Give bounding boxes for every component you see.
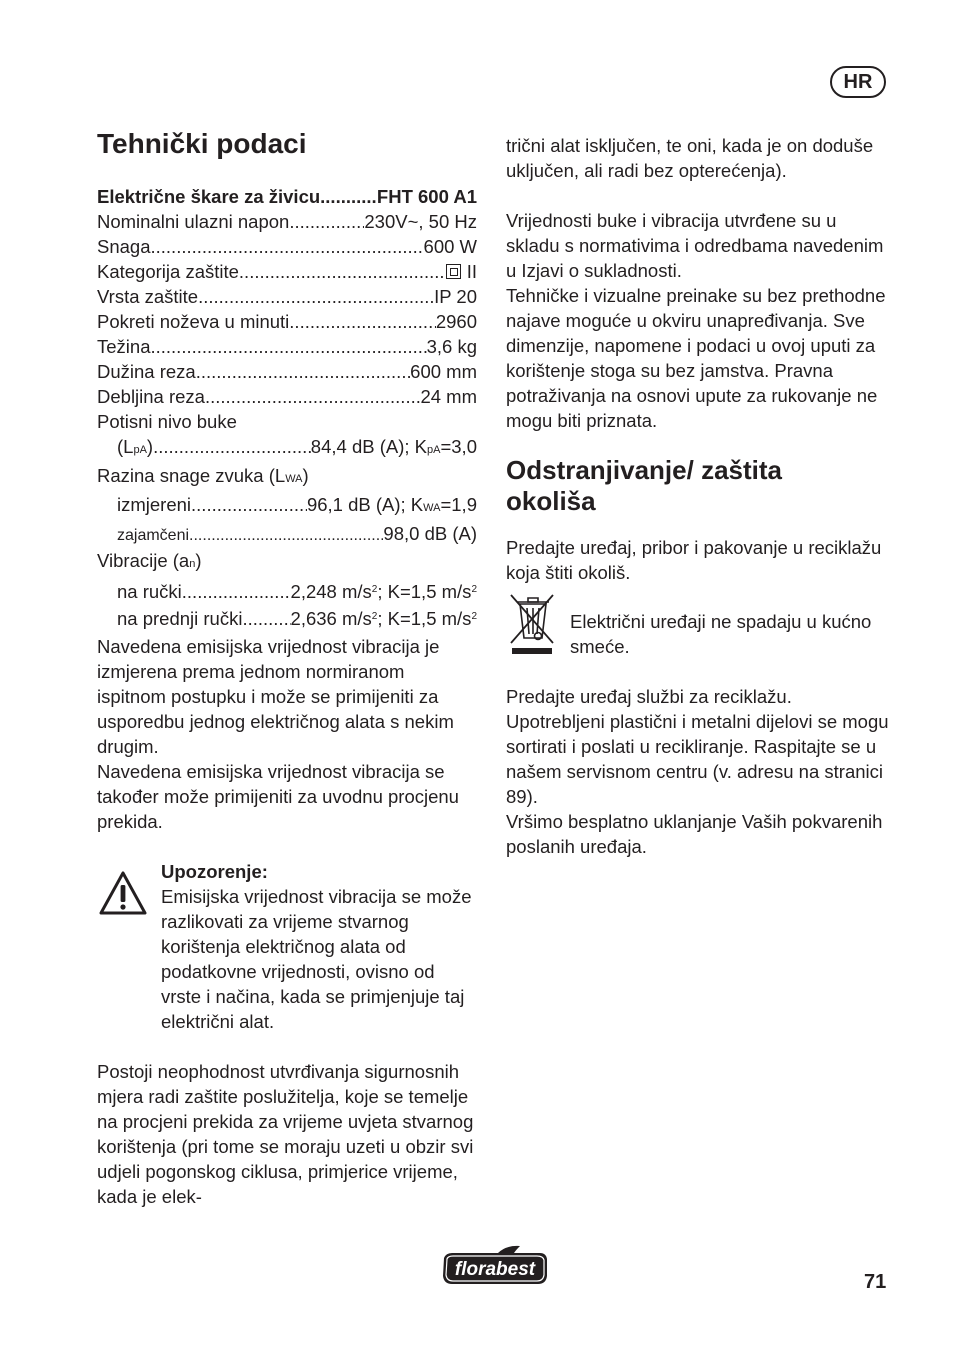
lwa-sub: WA [285,473,303,485]
disposal-intro [506,535,888,585]
front-handle-value: 2,636 m/s [290,608,372,629]
paragraph: Vršimo besplatno uklanjanje Vaših pokvarenih poslanih uređaja. [506,811,883,857]
paragraph: Navedena emisijska vrijednost vibracija je izmjerena prema jednom normiranom ispitnom postupku i može se primijeniti za usporedbu jednog električnog alata s nekim drugim. [97,636,454,757]
safety-paragraph [97,1059,475,1209]
front-handle-k: ; K=1,5 m/s [377,608,472,629]
spec-label: na ručki [117,581,182,602]
weee-text: Električni uređaji ne spadaju u kućno smeće. [570,611,872,657]
spec-label: Težina [97,336,151,357]
measured-value: 96,1 dB (A); K [306,494,424,515]
spec-value: 98,0 dB (A) [383,523,477,544]
spec-row-voltage [97,209,477,234]
spec-label: Nominalni ulazni napon [97,211,290,232]
spec-label: Debljina reza [97,386,205,407]
spec-row-cut-length [97,359,477,384]
spec-value: IP 20 [434,286,477,307]
spec-label: Pokreti noževa u minuti [97,311,290,332]
page-number: 71 [864,1271,887,1293]
spec-value [291,577,477,604]
spec-row-ip [97,284,477,309]
protection-class-ii-icon [446,264,461,279]
spec-row-protection-class [97,259,477,284]
handle-value: 2,248 m/s [290,581,372,602]
measured-k-value: =1,9 [440,494,477,515]
lpa-sub: pA [133,444,147,456]
spec-value [291,604,477,631]
spec-value: 24 mm [420,386,477,407]
spec-value: 3,6 kg [426,336,477,357]
spec-row-noise-label [97,409,477,434]
spec-model-value: FHT 600 A1 [376,186,477,207]
exponent: 2 [471,611,477,622]
spec-value-text: II [466,261,477,282]
section-title-disposal: Odstranjivanje/ zaštita okoliša [506,455,782,516]
measured-k-sub: WA [423,502,441,514]
spec-row-weight [97,334,477,359]
paragraph: Predajte uređaj, pribor i pakovanje u reciklažu koja štiti okoliš. [506,537,882,583]
spec-label: Vrsta zaštite [97,286,199,307]
noise-value: 84,4 dB (A); K [310,436,427,457]
spec-row-strokes [97,309,477,334]
spec-row-noise-value [117,434,477,463]
spec-row-vibration-label [97,548,477,577]
spec-label [117,434,153,463]
spec-table [97,184,477,631]
language-badge: HR [830,66,886,98]
section-title-technical-data: Tehnički podaci [97,128,307,159]
lpa-close: ) [146,436,154,457]
paragraph: Tehničke i vizualne preinake su bez prethodne najave moguće u okviru unapređivanja. Sve dimenzije, napomene i podaci u ovoj uputi za korištenje stoga su bez jamstva. Pravna potraživanja na osnovi upute za rukovanje ne mogu biti priznata. [506,285,886,431]
warning-block [161,859,479,1034]
spec-value: 600 mm [410,361,477,382]
spec-row-guaranteed [117,521,477,548]
exponent: 2 [371,611,378,622]
noise-k-value: =3,0 [440,436,477,457]
spec-row-front-handle [117,604,477,631]
weee-note [570,609,890,659]
spec-label: Potisni nivo buke [97,411,237,432]
an-close: ) [195,550,202,571]
lwa-close: ) [302,465,309,486]
vibration-paragraphs [97,634,472,834]
spec-row-measured [117,492,477,521]
spec-label: na prednji ručki [117,608,243,629]
spec-row-cut-thickness [97,384,477,409]
spec-value: 600 W [423,236,477,257]
spec-row-model [97,184,477,209]
spec-label: zajamčeni [117,527,190,544]
warning-triangle-icon [98,870,148,916]
paragraph: trični alat isključen, te oni, kada je on doduše uključen, ali radi bez opterećenja). [506,135,874,181]
spec-row-sound-power-label [97,463,477,492]
lpa-open: (L [117,436,134,457]
right-column-text [506,133,888,433]
florabest-logo [440,1244,550,1288]
spec-value: 230V~, 50 Hz [364,211,477,232]
spec-label: Vibracije (a [97,550,190,571]
spec-model-label: Električne škare za živicu [97,186,321,207]
spec-label: Dužina reza [97,361,196,382]
spec-label: Snaga [97,236,151,257]
spec-label: Razina snage zvuka (L [97,465,286,486]
exponent: 2 [371,584,378,595]
recycling-paragraphs [506,684,890,859]
paragraph: Vrijednosti buke i vibracija utvrđene su u skladu s normativima i odredbama navedenim u Izjavi o sukladnosti. [506,210,884,281]
spec-label: Kategorija zaštite [97,261,239,282]
paragraph: Predajte uređaj službi za reciklažu. Upotrebljeni plastični i metalni dijelovi se mogu sortirati i poslati u recikliranje. Raspitajte se u našem servisnom centru (v. adresu na stranici 89). [506,686,889,807]
spec-value: 2960 [435,311,477,332]
warning-title: Upozorenje: [161,861,268,882]
spec-value [307,492,477,521]
spec-row-power [97,234,477,259]
paragraph: Postoji neophodnost utvrđivanja sigurnosnih mjera radi zaštite poslužitelja, koje se temelje na procjeni prekida za vrijeme uvjeta stvarnog korištenja (pri tome se moraju uzeti u obzir svi udjeli pogonskog ciklusa, primjerice vrijeme, kada je elek- [97,1061,474,1207]
spec-row-handle [117,577,477,604]
weee-crossed-bin-icon [508,592,556,658]
spec-label: izmjereni [117,494,192,515]
logo-text: florabest [454,1259,536,1280]
paragraph: Navedena emisijska vrijednost vibracija se također može primijeniti za uvodnu procjenu prekida. [97,761,459,832]
noise-k-sub: pA [427,444,441,456]
exponent: 2 [471,584,477,595]
handle-k: ; K=1,5 m/s [377,581,472,602]
spec-value [311,434,477,463]
an-sub: n [189,558,196,570]
spec-value [446,259,477,284]
warning-text: Emisijska vrijednost vibracija se može razlikovati za vrijeme stvarnog korištenja električnog alata od podatkovne vrijednosti, ovisno od vrste i načina, kada se primjenjuje taj električni alat. [161,886,472,1032]
